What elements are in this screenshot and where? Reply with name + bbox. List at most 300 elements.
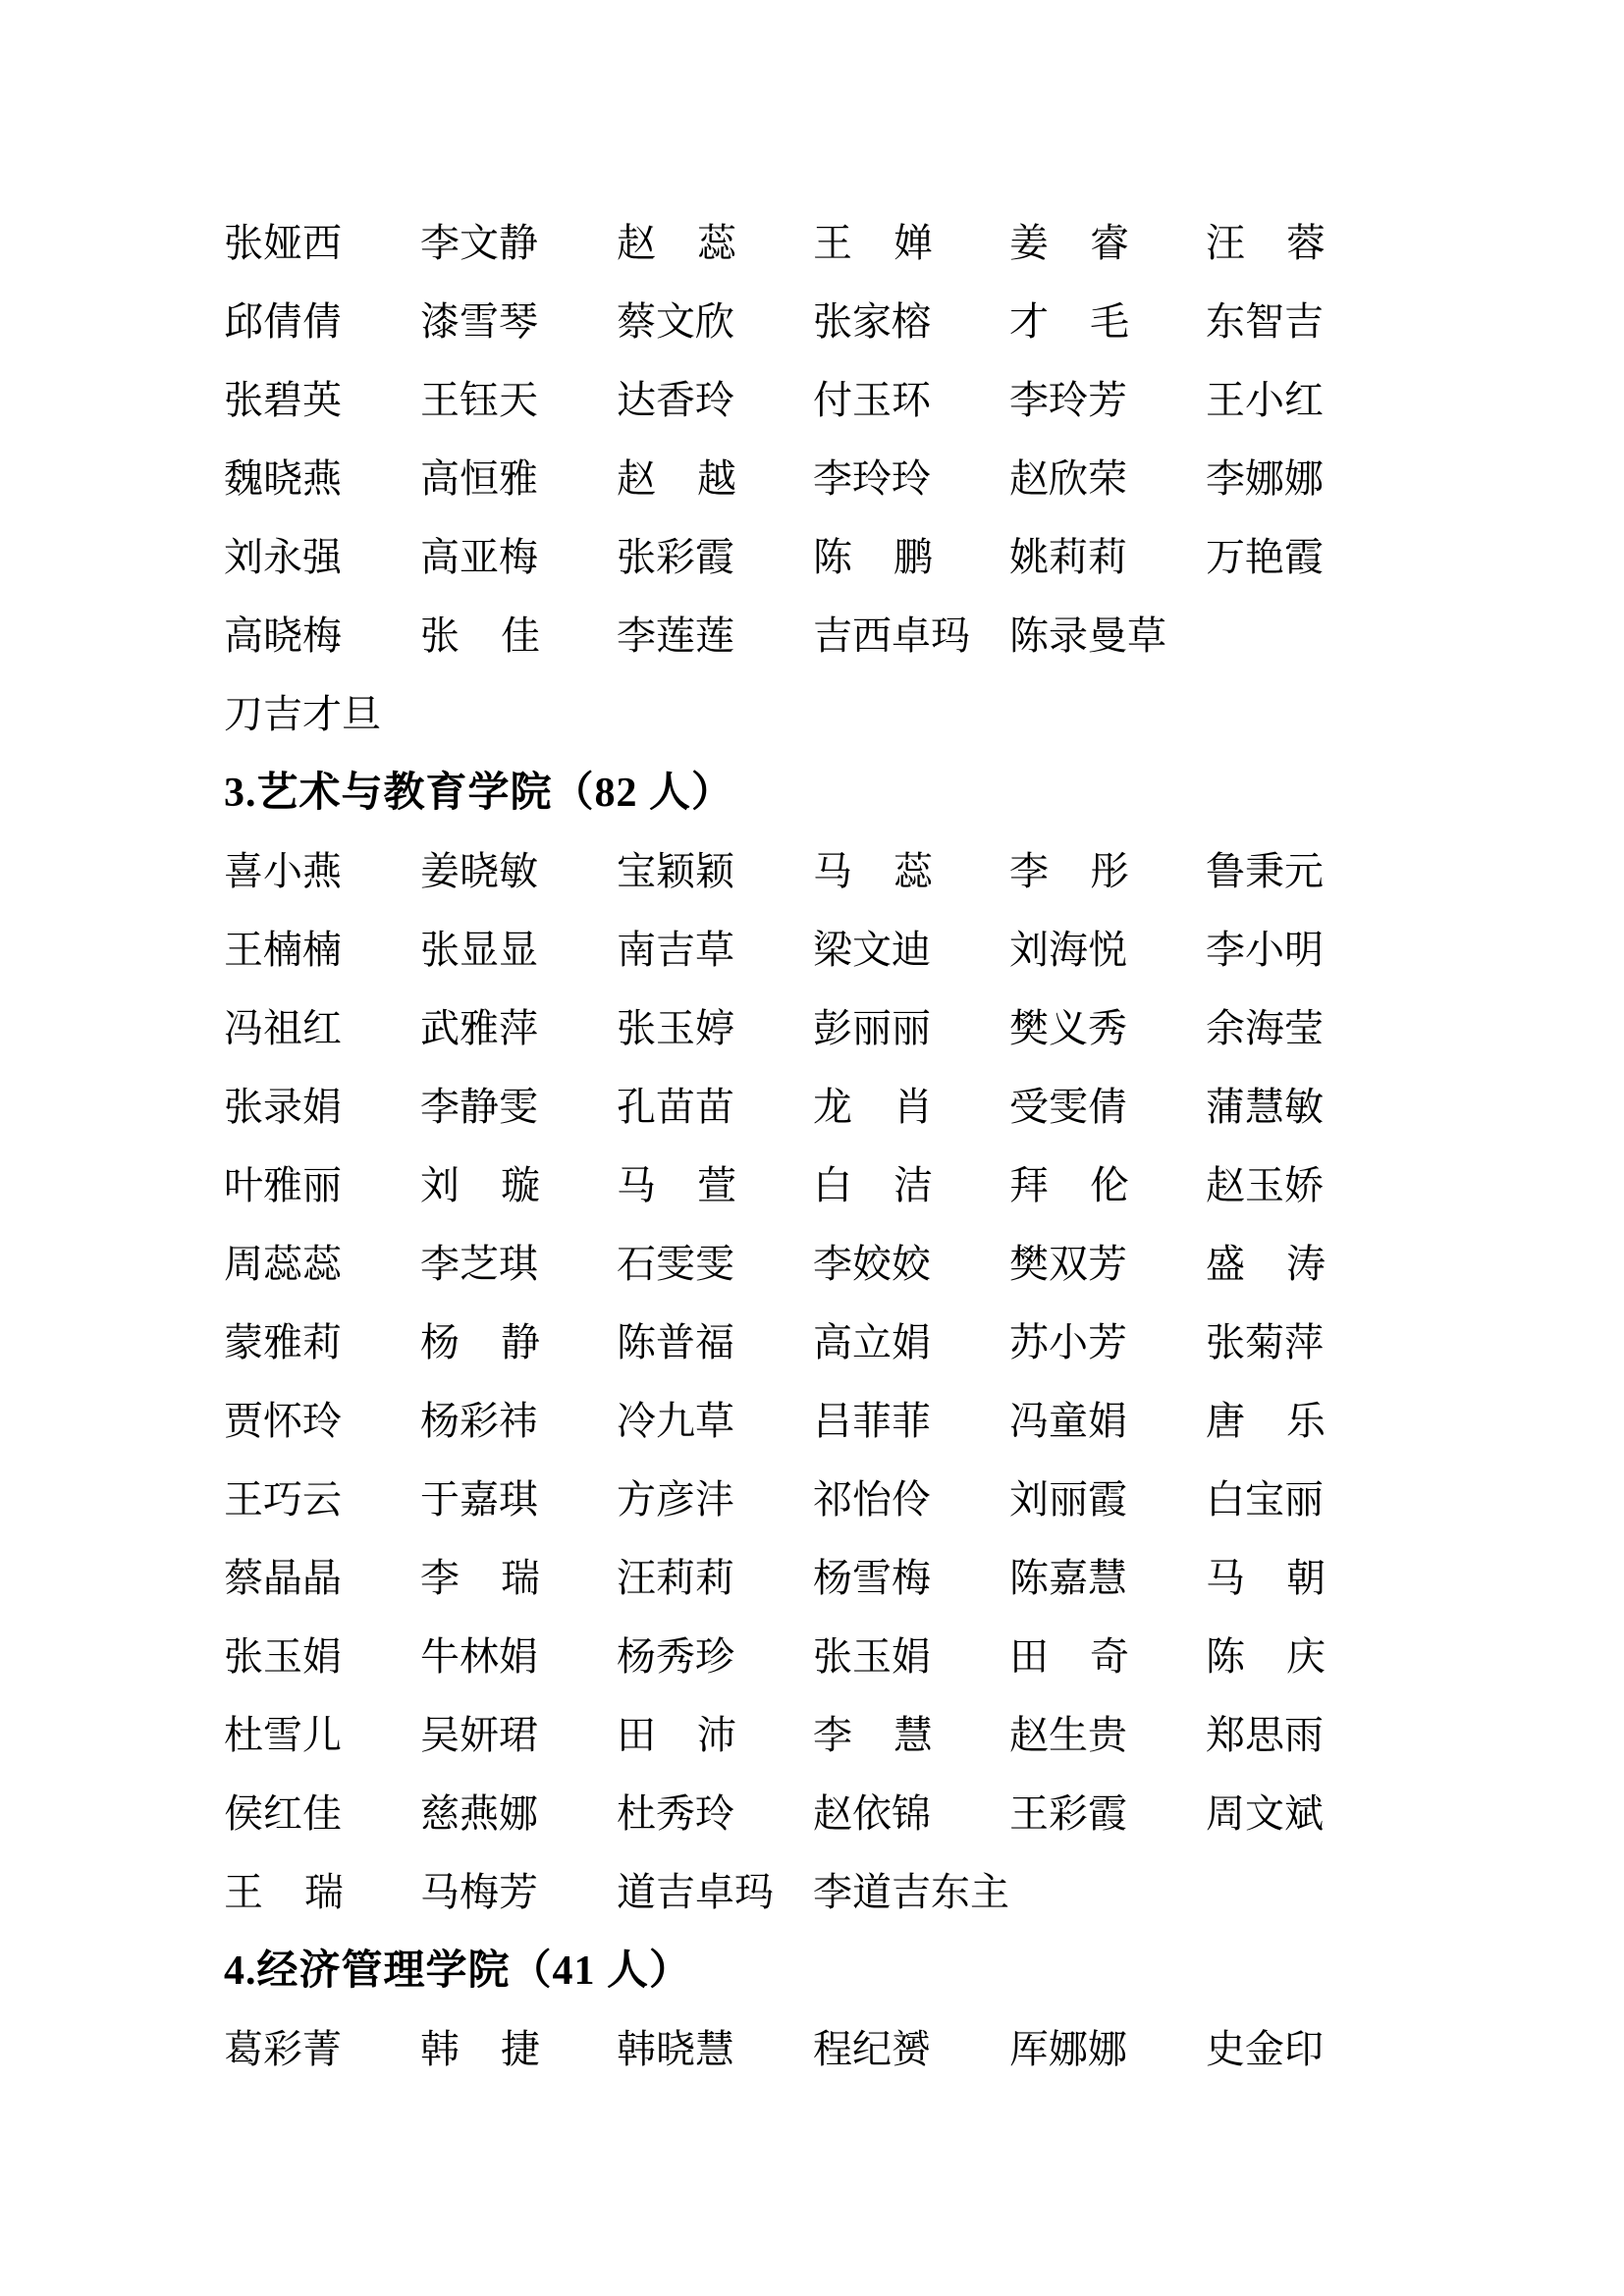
name-cell	[1009, 283, 1206, 361]
name-row	[224, 1539, 1526, 1618]
person-name: 孔苗苗	[617, 1085, 734, 1129]
person-name: 于嘉琪	[420, 1477, 538, 1522]
name-cell	[420, 1461, 617, 1539]
name-cell	[1009, 1618, 1206, 1696]
name-cell	[420, 832, 617, 911]
name-cell	[1206, 1225, 1402, 1304]
person-name: 王小红	[1206, 378, 1324, 422]
name-cell	[224, 1304, 420, 1382]
person-name	[420, 1304, 540, 1382]
person-name: 刘丽霞	[1009, 1477, 1127, 1522]
name-char: 唐	[1206, 1399, 1245, 1443]
person-name	[420, 1147, 540, 1225]
name-char: 肖	[893, 1085, 933, 1129]
name-char: 萱	[697, 1163, 736, 1207]
name-cell	[617, 832, 813, 911]
person-name: 石雯雯	[617, 1242, 734, 1286]
name-row	[224, 989, 1526, 1068]
name-cell	[1009, 1775, 1206, 1853]
name-cell	[1206, 989, 1402, 1068]
person-name: 李娜娜	[1206, 456, 1324, 501]
person-name: 葛彩菁	[224, 2027, 342, 2071]
name-cell	[420, 1618, 617, 1696]
person-name: 张菊萍	[1206, 1320, 1324, 1364]
name-cell	[617, 1618, 813, 1696]
name-char: 韩	[420, 2027, 460, 2071]
name-row	[224, 440, 1526, 518]
name-cell	[1206, 518, 1402, 597]
person-name: 王钰天	[420, 378, 538, 422]
name-cell	[1009, 1382, 1206, 1461]
name-char: 盛	[1206, 1242, 1245, 1286]
person-name: 冯童娟	[1009, 1399, 1127, 1443]
person-name: 东智吉	[1206, 299, 1324, 344]
person-name: 李玲芳	[1009, 378, 1127, 422]
name-cell	[813, 989, 1009, 1068]
name-char: 马	[813, 849, 852, 893]
name-row	[224, 2010, 1526, 2089]
name-cell	[1009, 2010, 1206, 2089]
person-name	[1206, 1539, 1326, 1618]
name-row	[224, 1775, 1526, 1853]
name-char: 瑞	[304, 1870, 344, 1914]
person-name: 李芝琪	[420, 1242, 538, 1286]
name-cell	[617, 1775, 813, 1853]
person-name: 刀吉才旦	[224, 692, 381, 736]
name-row	[224, 361, 1526, 440]
person-name	[1206, 1618, 1326, 1696]
person-name: 蒲慧敏	[1206, 1085, 1324, 1129]
name-cell	[617, 2010, 813, 2089]
name-cell	[224, 675, 420, 754]
person-name: 慈燕娜	[420, 1791, 538, 1836]
name-char: 睿	[1090, 221, 1129, 265]
name-cell	[420, 1304, 617, 1382]
person-name: 马梅芳	[420, 1870, 538, 1914]
name-char: 璇	[501, 1163, 540, 1207]
name-cell	[224, 1696, 420, 1775]
person-name: 刘永强	[224, 535, 342, 579]
name-cell	[224, 283, 420, 361]
name-cell	[224, 989, 420, 1068]
person-name: 喜小燕	[224, 849, 342, 893]
person-name	[1009, 1147, 1129, 1225]
person-name: 韩晓慧	[617, 2027, 734, 2071]
name-cell	[617, 1853, 813, 1932]
name-cell	[1009, 911, 1206, 989]
person-name: 漆雪琴	[420, 299, 538, 344]
name-char: 李	[813, 1713, 852, 1757]
person-name: 方彦沣	[617, 1477, 734, 1522]
name-cell	[1206, 1618, 1402, 1696]
person-name	[1206, 1225, 1326, 1304]
name-cell	[1009, 1147, 1206, 1225]
name-char: 婵	[893, 221, 933, 265]
person-name: 陈普福	[617, 1320, 734, 1364]
name-cell	[813, 1539, 1009, 1618]
name-char: 蕊	[697, 221, 736, 265]
name-cell	[1009, 832, 1206, 911]
name-char: 毛	[1090, 299, 1129, 344]
person-name	[617, 1147, 736, 1225]
name-cell	[1206, 1461, 1402, 1539]
name-cell	[1009, 1696, 1206, 1775]
person-name: 樊双芳	[1009, 1242, 1127, 1286]
person-name: 李莲莲	[617, 614, 734, 658]
person-name: 魏晓燕	[224, 456, 342, 501]
name-char: 刘	[420, 1163, 460, 1207]
name-char: 王	[813, 221, 852, 265]
name-char: 洁	[893, 1163, 933, 1207]
person-name: 高立娟	[813, 1320, 931, 1364]
name-cell	[1009, 440, 1206, 518]
name-row	[224, 1304, 1526, 1382]
person-name: 张娅西	[224, 221, 342, 265]
name-row	[224, 1853, 1526, 1932]
name-cell	[1009, 1225, 1206, 1304]
name-cell	[1206, 2010, 1402, 2089]
name-cell	[1206, 832, 1402, 911]
person-name: 杨雪梅	[813, 1556, 931, 1600]
person-name: 李道吉东主	[813, 1870, 1009, 1914]
person-name	[1206, 204, 1326, 283]
person-name: 余海莹	[1206, 1006, 1324, 1050]
name-char: 马	[1206, 1556, 1245, 1600]
name-cell	[224, 1225, 420, 1304]
name-cell	[617, 597, 813, 675]
section-heading: 3.艺术与教育学院（82 人）	[224, 771, 734, 816]
name-cell	[617, 204, 813, 283]
person-name: 王楠楠	[224, 928, 342, 972]
person-name: 赵欣荣	[1009, 456, 1127, 501]
name-cell	[813, 1225, 1009, 1304]
name-char: 赵	[617, 456, 656, 501]
person-name: 吴妍珺	[420, 1713, 538, 1757]
name-char: 庆	[1286, 1634, 1326, 1679]
person-name: 付玉环	[813, 378, 931, 422]
name-row	[224, 911, 1526, 989]
person-name: 冯祖红	[224, 1006, 342, 1050]
person-name: 周蕊蕊	[224, 1242, 342, 1286]
name-cell	[1009, 1461, 1206, 1539]
name-cell	[420, 1225, 617, 1304]
name-cell	[420, 204, 617, 283]
person-name: 祁怡伶	[813, 1477, 931, 1522]
name-row	[224, 283, 1526, 361]
name-char: 陈	[1206, 1634, 1245, 1679]
name-cell	[813, 597, 1009, 675]
name-cell	[1009, 1068, 1206, 1147]
name-cell	[813, 518, 1009, 597]
person-name: 赵依锦	[813, 1791, 931, 1836]
name-cell	[1009, 1304, 1206, 1382]
person-name: 郑思雨	[1206, 1713, 1324, 1757]
person-name: 彭丽丽	[813, 1006, 931, 1050]
name-cell	[813, 204, 1009, 283]
name-cell	[224, 1068, 420, 1147]
name-char: 李	[1009, 849, 1049, 893]
name-char: 白	[813, 1163, 852, 1207]
person-name	[420, 1539, 540, 1618]
name-cell	[420, 911, 617, 989]
name-char: 陈	[813, 535, 852, 579]
person-name	[420, 597, 540, 675]
person-name: 张显显	[420, 928, 538, 972]
person-name	[617, 440, 736, 518]
person-name: 张玉娟	[813, 1634, 931, 1679]
name-cell	[813, 1068, 1009, 1147]
name-char: 佳	[501, 614, 540, 658]
name-cell	[224, 2010, 420, 2089]
name-row	[224, 1225, 1526, 1304]
name-cell	[224, 1539, 420, 1618]
name-cell	[420, 440, 617, 518]
name-cell	[224, 1382, 420, 1461]
person-name: 陈嘉慧	[1009, 1556, 1127, 1600]
name-row	[224, 1068, 1526, 1147]
person-name: 李小明	[1206, 928, 1324, 972]
name-char: 王	[224, 1870, 263, 1914]
person-name: 张玉婷	[617, 1006, 734, 1050]
person-name: 程纪赟	[813, 2027, 931, 2071]
name-cell	[1009, 989, 1206, 1068]
person-name: 张玉娟	[224, 1634, 342, 1679]
name-row	[224, 832, 1526, 911]
name-cell	[1206, 1068, 1402, 1147]
person-name: 姜晓敏	[420, 849, 538, 893]
name-cell	[224, 1461, 420, 1539]
person-name: 杜秀玲	[617, 1791, 734, 1836]
name-cell	[224, 361, 420, 440]
person-name: 张碧英	[224, 378, 342, 422]
name-char: 龙	[813, 1085, 852, 1129]
person-name: 樊义秀	[1009, 1006, 1127, 1050]
name-row	[224, 1461, 1526, 1539]
name-cell	[1009, 204, 1206, 283]
person-name	[224, 1853, 344, 1932]
name-row	[224, 1147, 1526, 1225]
person-name: 高恒雅	[420, 456, 538, 501]
name-char: 赵	[617, 221, 656, 265]
name-cell	[1009, 1539, 1206, 1618]
name-cell	[617, 1068, 813, 1147]
person-name	[813, 832, 933, 911]
section-heading: 4.经济管理学院（41 人）	[224, 1949, 692, 1994]
name-char: 沛	[697, 1713, 736, 1757]
roster-content	[224, 204, 1526, 2089]
person-name: 蔡文欣	[617, 299, 734, 344]
person-name: 侯红佳	[224, 1791, 342, 1836]
name-cell	[420, 1539, 617, 1618]
name-cell	[224, 597, 420, 675]
person-name: 赵玉娇	[1206, 1163, 1324, 1207]
person-name: 周文斌	[1206, 1791, 1324, 1836]
name-char: 鹏	[893, 535, 933, 579]
person-name	[813, 1696, 933, 1775]
name-cell	[617, 1539, 813, 1618]
name-cell	[420, 283, 617, 361]
name-cell	[1206, 361, 1402, 440]
name-char: 蕊	[893, 849, 933, 893]
person-name: 汪莉莉	[617, 1556, 734, 1600]
name-row	[224, 1696, 1526, 1775]
name-char: 李	[420, 1556, 460, 1600]
name-char: 瑞	[501, 1556, 540, 1600]
name-cell	[617, 1225, 813, 1304]
name-cell	[813, 1461, 1009, 1539]
name-cell	[813, 2010, 1009, 2089]
person-name: 高亚梅	[420, 535, 538, 579]
person-name: 万艳霞	[1206, 535, 1324, 579]
person-name: 宝颖颖	[617, 849, 734, 893]
name-cell	[617, 1461, 813, 1539]
person-name: 李玲玲	[813, 456, 931, 501]
name-cell	[1206, 1382, 1402, 1461]
name-cell	[1206, 440, 1402, 518]
name-cell	[813, 911, 1009, 989]
person-name	[813, 204, 933, 283]
person-name: 刘海悦	[1009, 928, 1127, 972]
name-cell	[420, 1382, 617, 1461]
name-cell	[1206, 1304, 1402, 1382]
person-name	[420, 2010, 540, 2089]
name-row	[224, 675, 1526, 754]
person-name	[813, 1068, 933, 1147]
person-name: 杜雪儿	[224, 1713, 342, 1757]
person-name: 梁文迪	[813, 928, 931, 972]
person-name	[1206, 1382, 1326, 1461]
name-char: 彤	[1090, 849, 1129, 893]
name-cell	[224, 1853, 420, 1932]
person-name: 王巧云	[224, 1477, 342, 1522]
person-name: 蒙雅莉	[224, 1320, 342, 1364]
name-char: 蓉	[1286, 221, 1326, 265]
person-name	[617, 1696, 736, 1775]
name-char: 张	[420, 614, 460, 658]
name-cell	[420, 1068, 617, 1147]
name-cell	[617, 440, 813, 518]
name-char: 涛	[1286, 1242, 1326, 1286]
name-cell	[224, 1147, 420, 1225]
person-name	[813, 1147, 933, 1225]
name-cell	[1009, 518, 1206, 597]
name-row	[224, 204, 1526, 283]
name-cell	[813, 1775, 1009, 1853]
name-cell	[224, 911, 420, 989]
name-cell	[420, 1696, 617, 1775]
name-cell	[224, 832, 420, 911]
name-cell	[617, 1147, 813, 1225]
name-cell	[813, 283, 1009, 361]
person-name: 厍娜娜	[1009, 2027, 1127, 2071]
person-name	[1009, 832, 1129, 911]
person-name: 吕菲菲	[813, 1399, 931, 1443]
person-name: 姚莉莉	[1009, 535, 1127, 579]
name-char: 朝	[1286, 1556, 1326, 1600]
name-cell	[1206, 1696, 1402, 1775]
name-cell	[420, 989, 617, 1068]
person-name: 武雅萍	[420, 1006, 538, 1050]
person-name: 道吉卓玛	[617, 1870, 774, 1914]
name-row	[224, 597, 1526, 675]
name-cell	[1206, 283, 1402, 361]
person-name: 张彩霞	[617, 535, 734, 579]
name-cell	[224, 204, 420, 283]
person-name: 受雯倩	[1009, 1085, 1127, 1129]
person-name: 李静雯	[420, 1085, 538, 1129]
person-name	[1009, 283, 1129, 361]
name-char: 姜	[1009, 221, 1049, 265]
name-cell	[617, 989, 813, 1068]
name-cell	[813, 1147, 1009, 1225]
person-name: 李姣姣	[813, 1242, 931, 1286]
person-name: 陈录曼草	[1009, 614, 1166, 658]
person-name: 吉西卓玛	[813, 614, 970, 658]
name-row	[224, 518, 1526, 597]
person-name: 南吉草	[617, 928, 734, 972]
name-cell	[617, 518, 813, 597]
name-cell	[813, 440, 1009, 518]
name-cell	[420, 1853, 617, 1932]
person-name	[1009, 204, 1129, 283]
name-char: 杨	[420, 1320, 460, 1364]
name-cell	[813, 1304, 1009, 1382]
name-cell	[420, 518, 617, 597]
name-cell	[617, 1382, 813, 1461]
name-cell	[1206, 911, 1402, 989]
name-cell	[813, 1382, 1009, 1461]
name-char: 伦	[1090, 1163, 1129, 1207]
person-name: 牛林娟	[420, 1634, 538, 1679]
person-name: 赵生贵	[1009, 1713, 1127, 1757]
name-cell	[1206, 1539, 1402, 1618]
name-char: 捷	[501, 2027, 540, 2071]
name-cell	[813, 832, 1009, 911]
person-name: 张家榕	[813, 299, 931, 344]
person-name: 叶雅丽	[224, 1163, 342, 1207]
person-name: 张录娟	[224, 1085, 342, 1129]
name-cell	[420, 1147, 617, 1225]
person-name	[1009, 1618, 1129, 1696]
name-cell	[813, 1618, 1009, 1696]
name-char: 汪	[1206, 221, 1245, 265]
person-name	[813, 518, 933, 597]
name-cell	[813, 361, 1009, 440]
name-cell	[1206, 204, 1402, 283]
name-char: 才	[1009, 299, 1049, 344]
name-cell	[813, 1853, 1009, 1932]
name-cell	[1009, 361, 1206, 440]
name-cell	[224, 440, 420, 518]
name-char: 奇	[1090, 1634, 1129, 1679]
name-char: 慧	[893, 1713, 933, 1757]
person-name: 苏小芳	[1009, 1320, 1127, 1364]
person-name: 杨彩祎	[420, 1399, 538, 1443]
name-cell	[617, 1696, 813, 1775]
name-cell	[1206, 1147, 1402, 1225]
name-cell	[224, 1775, 420, 1853]
person-name: 贾怀玲	[224, 1399, 342, 1443]
name-char: 乐	[1286, 1399, 1326, 1443]
person-name	[617, 204, 736, 283]
person-name: 高晓梅	[224, 614, 342, 658]
name-cell	[420, 597, 617, 675]
name-cell	[617, 1304, 813, 1382]
name-cell	[420, 361, 617, 440]
name-cell	[617, 361, 813, 440]
person-name: 鲁秉元	[1206, 849, 1324, 893]
person-name: 王彩霞	[1009, 1791, 1127, 1836]
